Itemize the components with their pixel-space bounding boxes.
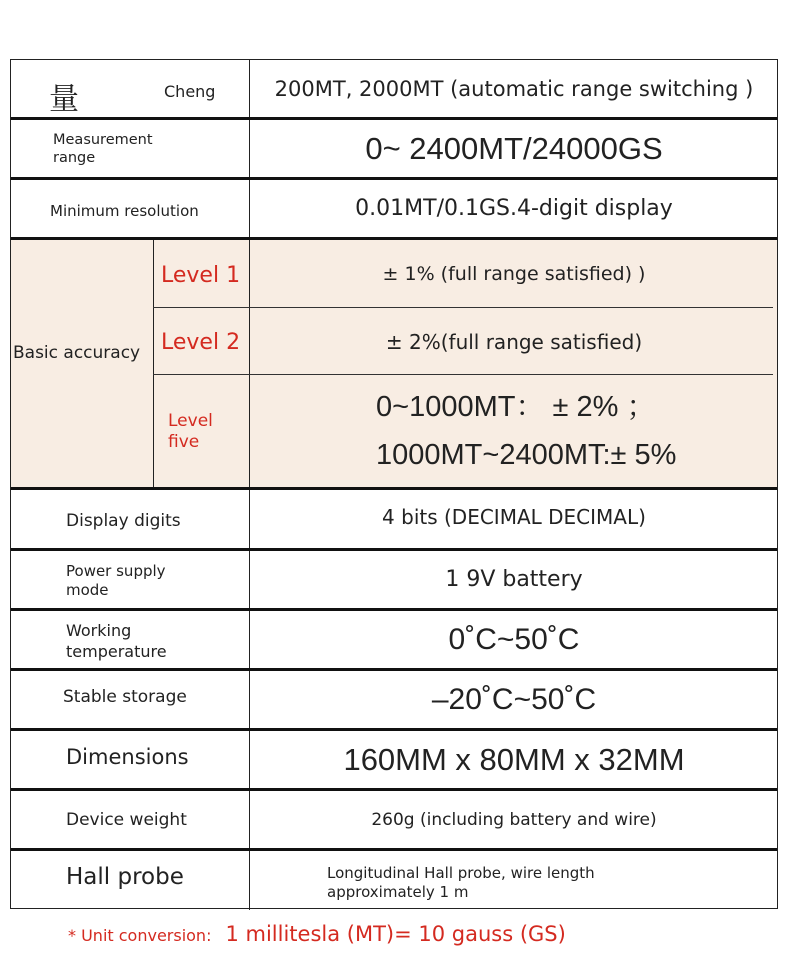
row-working-temp (11, 611, 777, 671)
display-digits-value: 4 bits (DECIMAL DECIMAL) (382, 505, 646, 529)
power-value: 1 9V battery (445, 567, 583, 592)
row-power (11, 551, 777, 611)
accuracy-level-1: Level 1 (161, 263, 241, 288)
resolution-value: 0.01MT/0.1GS.4-digit display (355, 196, 673, 221)
working-temp-value: 0˚C~50˚C (448, 622, 580, 656)
dimensions-label: Dimensions (66, 745, 189, 769)
accuracy-level-five-line1: 0~1000MT： ± 2% ； (376, 391, 656, 423)
row-range-label (11, 60, 249, 117)
accuracy-level-2-value: ± 2%(full range satisfied) (385, 330, 643, 354)
row-resolution (11, 180, 777, 240)
storage-value: –20˚C~50˚C (431, 682, 597, 716)
row-weight (11, 791, 777, 851)
probe-value: Longitudinal Hall probe, wire length approximately 1 m (327, 864, 595, 901)
row-storage (11, 671, 777, 731)
accuracy-label: Basic accuracy (13, 343, 141, 363)
display-digits-label: Display digits (66, 511, 181, 531)
measurement-value: 0~ 2400MT/24000GS (365, 130, 663, 166)
resolution-label: Minimum resolution (50, 202, 199, 220)
accuracy-block (11, 240, 777, 490)
dimensions-value: 160MM x 80MM x 32MM (343, 741, 685, 777)
unit-conversion-note (68, 922, 566, 946)
row-display-digits (11, 490, 777, 551)
range-label-cn: 量 (49, 82, 79, 117)
row-range (11, 60, 777, 120)
accuracy-level-1-value: ± 1% (full range satisfied) ) (382, 263, 646, 285)
unit-conversion-prefix: * Unit conversion: (68, 926, 212, 945)
weight-label: Device weight (66, 810, 187, 830)
storage-label: Stable storage (63, 687, 187, 707)
spec-table (10, 59, 778, 909)
power-label: Power supply mode (66, 562, 166, 599)
unit-conversion-text: 1 millitesla (MT)= 10 gauss (GS) (225, 922, 566, 946)
probe-label: Hall probe (66, 864, 184, 890)
row-range-value: 200MT, 2000MT (automatic range switching ) (274, 76, 754, 101)
accuracy-level-five-line2: 1000MT~2400MT:± 5% (376, 439, 677, 471)
range-label: Cheng (164, 82, 216, 101)
working-temp-label: Working temperature (66, 621, 167, 661)
accuracy-level-2: Level 2 (161, 330, 241, 355)
measurement-label: Measurement range (53, 132, 153, 166)
accuracy-level-five: Level five (168, 411, 213, 452)
row-probe (11, 851, 777, 910)
row-measurement (11, 120, 777, 180)
row-dimensions (11, 731, 777, 791)
weight-value: 260g (including battery and wire) (371, 809, 657, 830)
